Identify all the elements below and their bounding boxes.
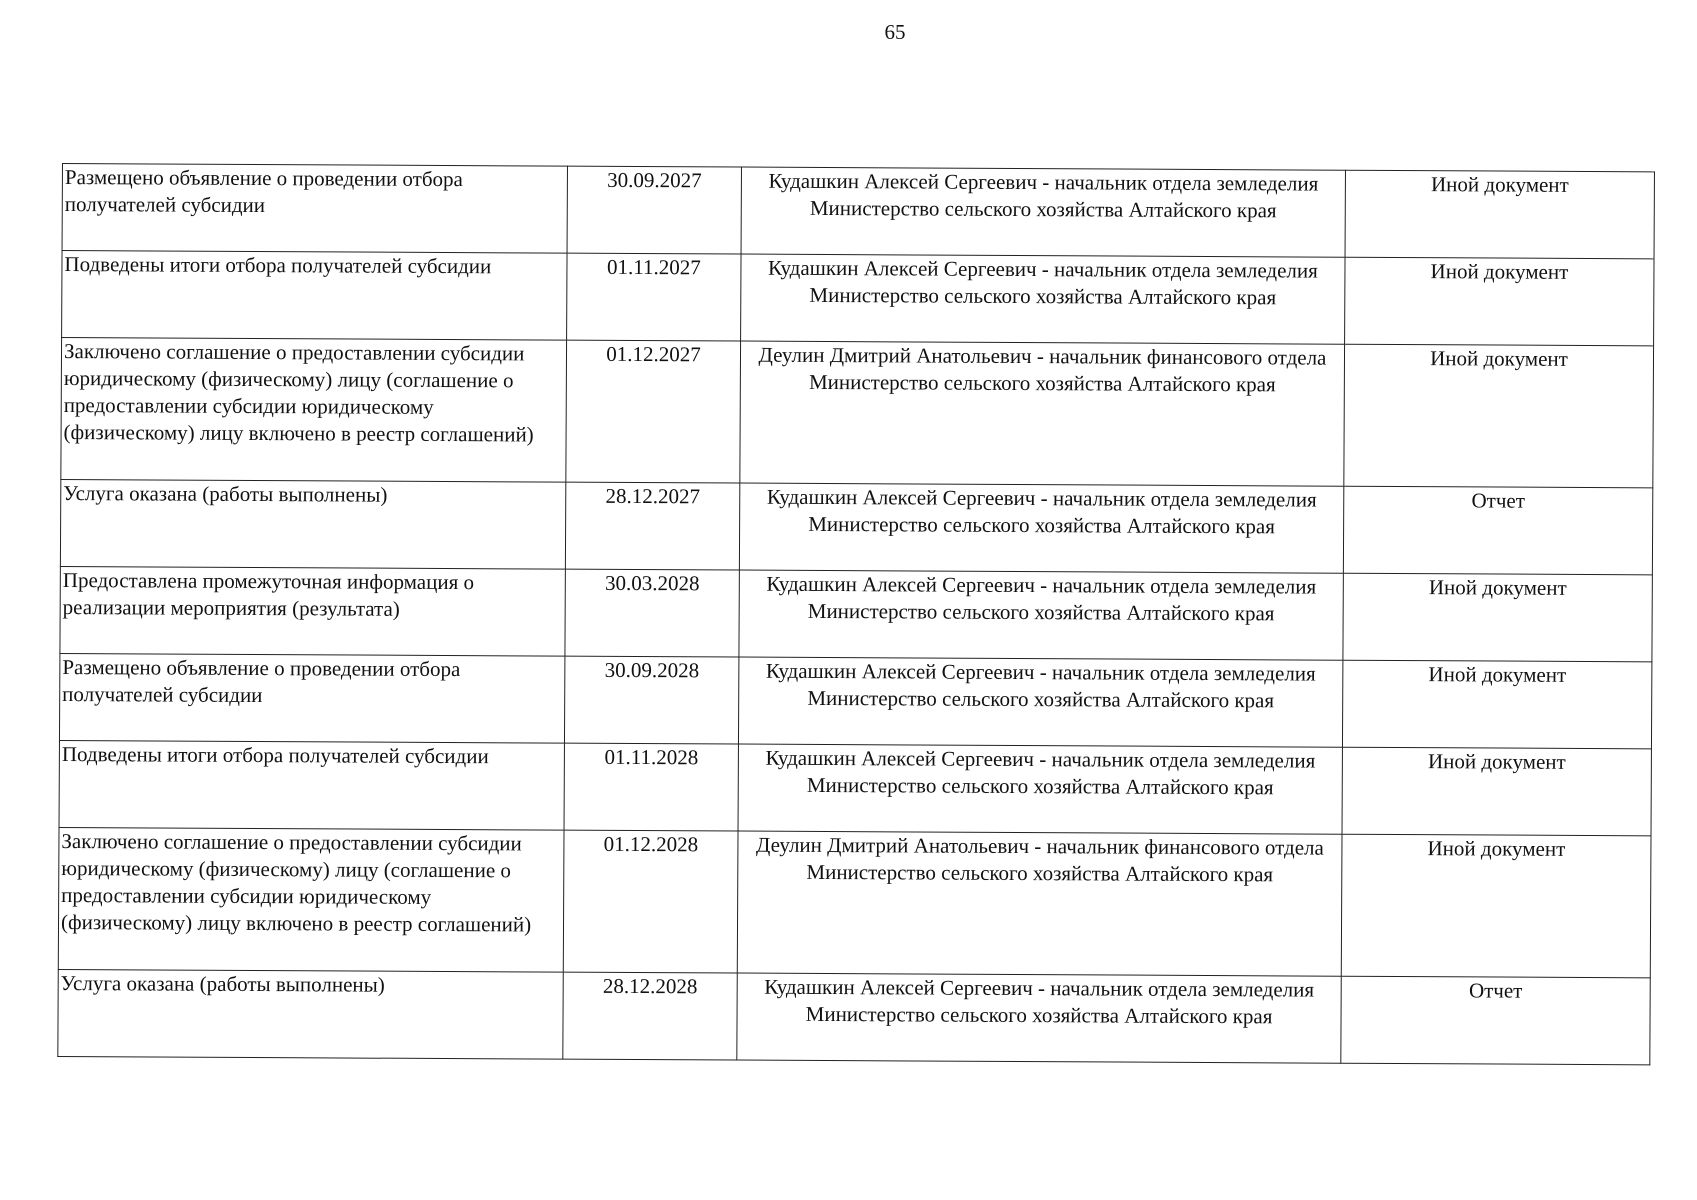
table-row — [62, 164, 1654, 259]
document-type-cell: Иной документ — [1344, 344, 1654, 488]
responsible-cell — [739, 570, 1343, 660]
responsible-cell — [741, 167, 1345, 257]
responsible-person: Кудашкин Алексей Сергеевич - начальник отдела земледелия — [768, 168, 1319, 196]
responsible-person: Кудашкин Алексей Сергеевич - начальник отдела земледелия — [764, 974, 1315, 1002]
date-cell: 28.12.2028 — [563, 972, 737, 1060]
table-row — [59, 740, 1651, 835]
document-type-cell: Иной документ — [1342, 660, 1651, 749]
event-cell: Заключено соглашение о предоставлении субсидии юридическому (физическому) лицу (соглашение о предоставлении субсидии юридическому (физическому) лицу включено в реестр соглашений) — [58, 827, 564, 972]
responsible-org: Министерство сельского хозяйства Алтайского края — [805, 1001, 1273, 1029]
document-type-cell: Иной документ — [1343, 573, 1652, 662]
document-type-cell: Иной документ — [1341, 834, 1651, 978]
control-points-table — [57, 163, 1655, 1065]
event-cell: Заключено соглашение о предоставлении субсидии юридическому (физическому) лицу (соглашение о предоставлении субсидии юридическому (физическому) лицу включено в реестр соглашений) — [61, 338, 567, 483]
event-cell: Подведены итоги отбора получателей субсидии — [62, 251, 567, 341]
event-cell: Предоставлена промежуточная информация о реализации мероприятия (результата) — [60, 566, 565, 656]
responsible-cell — [741, 254, 1345, 344]
responsible-cell — [737, 831, 1342, 976]
table-row — [60, 479, 1652, 574]
event-cell: Услуга оказана (работы выполнены) — [58, 969, 563, 1059]
table-row — [61, 338, 1654, 488]
date-cell: 30.03.2028 — [565, 569, 739, 657]
responsible-org: Министерство сельского хозяйства Алтайского края — [808, 369, 1276, 397]
document-type-cell: Отчет — [1343, 486, 1652, 575]
responsible-org: Министерство сельского хозяйства Алтайского края — [809, 282, 1277, 310]
responsible-org: Министерство сельского хозяйства Алтайского края — [807, 685, 1275, 713]
event-cell: Размещено объявление о проведении отбора получателей субсидии — [62, 164, 567, 254]
responsible-cell — [740, 341, 1345, 486]
document-type-cell: Иной документ — [1345, 257, 1654, 346]
date-cell: 01.12.2028 — [563, 830, 738, 973]
responsible-org: Министерство сельского хозяйства Алтайского края — [806, 772, 1274, 800]
responsible-cell — [738, 657, 1342, 747]
responsible-person: Деулин Дмитрий Анатольевич - начальник финансового отдела — [755, 832, 1324, 860]
document-type-cell: Отчет — [1341, 976, 1650, 1065]
document-type-cell: Иной документ — [1345, 170, 1654, 259]
date-cell: 30.09.2028 — [564, 656, 738, 744]
document-type-cell: Иной документ — [1342, 747, 1651, 836]
responsible-org: Министерство сельского хозяйства Алтайского края — [808, 511, 1276, 539]
responsible-person: Кудашкин Алексей Сергеевич - начальник отдела земледелия — [768, 255, 1318, 283]
date-cell: 01.12.2027 — [566, 340, 741, 483]
table-row — [58, 969, 1650, 1064]
date-cell: 28.12.2027 — [565, 482, 739, 570]
responsible-person: Кудашкин Алексей Сергеевич - начальник отдела земледелия — [765, 745, 1316, 773]
responsible-person: Деулин Дмитрий Анатольевич - начальник финансового отдела — [758, 342, 1327, 370]
table-row — [58, 827, 1651, 977]
responsible-person: Кудашкин Алексей Сергеевич - начальник отдела земледелия — [765, 658, 1316, 686]
responsible-cell — [737, 973, 1341, 1063]
date-cell: 30.09.2027 — [567, 166, 741, 254]
table-row — [62, 251, 1654, 346]
responsible-person: Кудашкин Алексей Сергеевич - начальник отдела земледелия — [766, 571, 1317, 599]
date-cell: 01.11.2027 — [567, 253, 741, 341]
table-row — [59, 653, 1651, 748]
responsible-org: Министерство сельского хозяйства Алтайского края — [809, 195, 1277, 223]
page-number: 65 — [884, 20, 906, 44]
date-cell: 01.11.2028 — [564, 743, 738, 831]
responsible-org: Министерство сельского хозяйства Алтайского края — [807, 598, 1275, 626]
event-cell: Услуга оказана (работы выполнены) — [60, 479, 565, 569]
responsible-cell — [739, 483, 1343, 573]
responsible-person: Кудашкин Алексей Сергеевич - начальник отдела земледелия — [766, 484, 1317, 512]
responsible-cell — [738, 744, 1342, 834]
table-row — [60, 566, 1652, 661]
event-cell: Размещено объявление о проведении отбора получателей субсидии — [59, 653, 564, 743]
event-cell: Подведены итоги отбора получателей субсидии — [59, 740, 564, 830]
responsible-org: Министерство сельского хозяйства Алтайского края — [806, 859, 1274, 887]
